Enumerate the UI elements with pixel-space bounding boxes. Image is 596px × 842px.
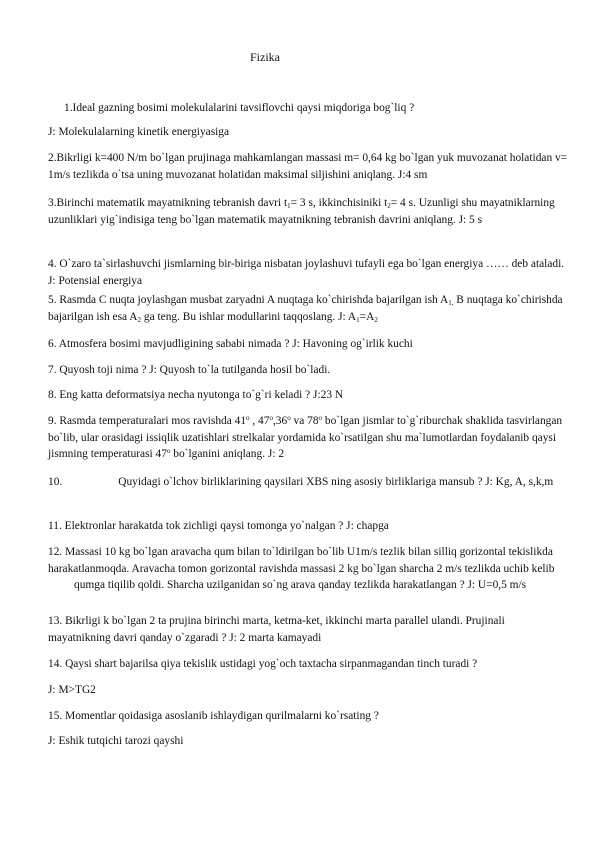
question-12: 12. Massasi 10 kg bo`lgan aravacha qum bilan to`ldirilgan bo`lib U1m/s tezlik bilan silliq gorizontal tekislikda harakatlanmoqda. Aravacha tomon gorizontal ravishda massasi 2 kg bo`lgan sharcha 2 m/s tezlikda uchib kelibqumga tiqilib qoldi. Sharcha uzilganidan so`ng arava qanday tezlikda harakatlangan ? J: U=0,5 m/s	[48, 546, 555, 592]
question-11: 11. Elektronlar harakatda tok zichligi qaysi tomonga yo`nalgan ? J: chapga	[48, 520, 389, 532]
question-10-text: Quyidagi o`lchov birliklarining qaysilari XBS ning asosiy birliklariga mansub ? J: Kg, A, s,k,m	[118, 476, 554, 488]
answer-15: J: Eshik tutqichi tarozi qayshi	[48, 735, 184, 747]
question-9: 9. Rasmda temperaturalari mos ravishda 41$^o$ , 47$^o$,36$^o$ va 78$^o$ bo`lgan jismlar to`g`riburchak shaklida tasvirlangan bo`lib, ular orasidagi issiqlik uzatishlari strelkalar yordamida ko`rsatilgan shu ma`lumotlardan foydalanib qaysi jismning temperaturasi 47$^o$ bo`lganini aniqlang. J: 2	[48, 414, 563, 461]
question-2: 2.Bikrligi k=400 N/m bo`lgan prujinaga mahkamlangan massasi m= 0,64 kg bo`lgan yuk muvozanat holatidan v= 1m/s tezlikda o`tsa uning muvozanat holatidan maksimal siljishini aniqlang. J:4 sm	[48, 152, 568, 181]
answer-14: J: M>TG2	[48, 684, 96, 696]
answer-1: J: Molekulalarning kinetik energiyasiga	[48, 126, 230, 138]
question-14: 14. Qaysi shart bajarilsa qiya tekislik ustidagi yog`och taxtacha sirpanmagandan tinch turadi ?	[48, 658, 478, 670]
question-15: 15. Momentlar qoidasiga asoslanib ishlaydigan qurilmalarni ko`rsating ?	[48, 710, 379, 722]
page-title: Fizika	[250, 50, 280, 64]
question-13: 13. Bikrligi k bo`lgan 2 ta prujina birinchi marta, ketma-ket, ikkinchi marta parallel ulandi. Prujinali mayatnikning davri qanday o`zgaradi ? J: 2 marta kamayadi	[48, 615, 505, 644]
question-6: 6. Atmosfera bosimi mavjudligining sababi nimada ? J: Havoning og`irlik kuchi	[48, 338, 413, 350]
question-10	[48, 474, 568, 491]
question-10-number: 10.	[48, 476, 63, 488]
question-1: 1.Ideal gazning bosimi molekulalarini tavsiflovchi qaysi miqdoriga bog`liq ?	[64, 102, 415, 114]
question-8: 8. Eng katta deformatsiya necha nyutonga to`g`ri keladi ? J:23 N	[48, 389, 344, 401]
question-4: 4. O`zaro ta`sirlashuvchi jismlarning bir-biriga nisbatan joylashuvi tufayli ega bo`lgan energiya …… deb ataladi. J: Potensial energiya	[48, 258, 565, 287]
question-7: 7. Quyosh toji nima ? J: Quyosh to`la tutilganda hosil bo`ladi.	[48, 364, 331, 376]
question-3: 3.Birinchi matematik mayatnikning tebranish davri $t_1= 3$ s, ikkinchisiniki $t_2= 4$ s. Uzunligi shu mayatniklarning uzunliklari yig`indisiga teng bo`lgan matematik mayatnikning tebranish davrini aniqlang. J: 5 s	[48, 197, 555, 226]
question-5: 5. Rasmda C nuqta joylashgan musbat zaryadni A nuqtaga ko`chirishda bajarilgan ish $A_{1,}$ B nuqtaga ko`chirishda bajarilgan ish esa $A_2$ ga teng. Bu ishlar modullarini taqqoslang. J: $A_1=A_2$	[48, 294, 563, 324]
